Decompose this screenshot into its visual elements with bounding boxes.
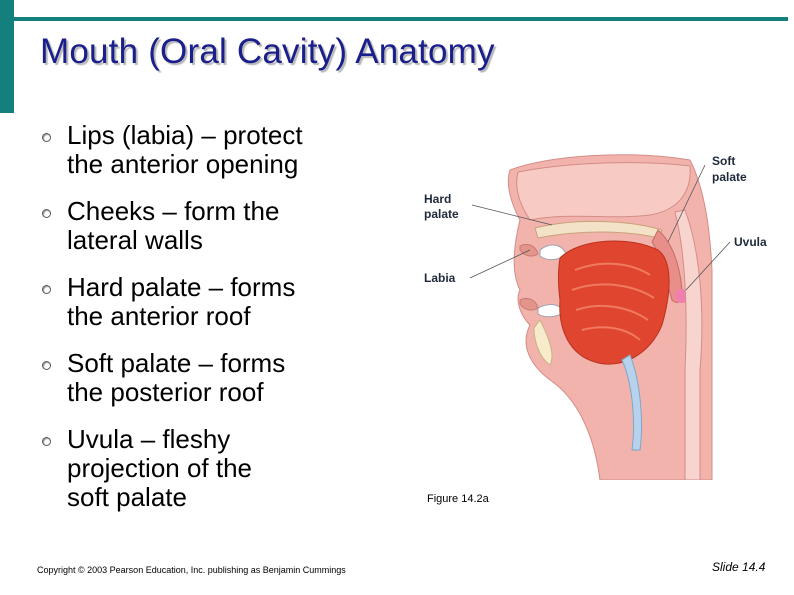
bullet-item-soft-palate <box>40 349 380 407</box>
bullet-line: the anterior opening <box>67 149 299 179</box>
bullet-dot-icon <box>42 437 51 446</box>
label-labia: Labia <box>424 271 456 285</box>
bullet-line: the posterior roof <box>67 377 264 407</box>
slide-number: Slide 14.4 <box>712 560 766 574</box>
bullet-line: soft palate <box>67 482 187 512</box>
label-hard-palate-1: Hard <box>424 192 452 206</box>
figure-caption: Figure 14.2a <box>427 493 489 505</box>
copyright-text: Copyright © 2003 Pearson Education, Inc. publishing as Benjamin Cummings <box>37 565 346 575</box>
bullet-line: Lips (labia) – protect <box>67 120 303 150</box>
slide-title: Mouth (Oral Cavity) Anatomy <box>40 32 495 71</box>
bullet-line: lateral walls <box>67 225 203 255</box>
label-soft-palate-1: Soft <box>712 154 736 168</box>
bullet-line: Hard palate – forms <box>67 272 296 302</box>
oral-cavity-illustration <box>400 150 792 480</box>
bullet-item-hard-palate <box>40 273 380 331</box>
bullet-dot-icon <box>42 361 51 370</box>
bullet-line: Soft palate – forms <box>67 348 286 378</box>
bullet-line: projection of the <box>67 453 253 483</box>
bullet-item-uvula <box>40 425 380 512</box>
bullet-line: the anterior roof <box>67 301 251 331</box>
label-soft-palate-2: palate <box>712 170 747 184</box>
bullet-item-lips <box>40 121 380 179</box>
bullet-line: Cheeks – form the <box>67 196 280 226</box>
nasal-cavity-shape <box>517 163 690 220</box>
bullet-dot-icon <box>42 133 51 142</box>
label-hard-palate-2: palate <box>424 207 459 221</box>
label-uvula: Uvula <box>734 235 767 249</box>
bullet-line: Uvula – fleshy <box>67 424 231 454</box>
bullet-dot-icon <box>42 209 51 218</box>
bullet-dot-icon <box>42 285 51 294</box>
bullet-item-cheeks <box>40 197 380 255</box>
accent-side-bar <box>0 0 14 113</box>
accent-top-rule <box>14 17 788 21</box>
bullet-list <box>40 121 380 512</box>
